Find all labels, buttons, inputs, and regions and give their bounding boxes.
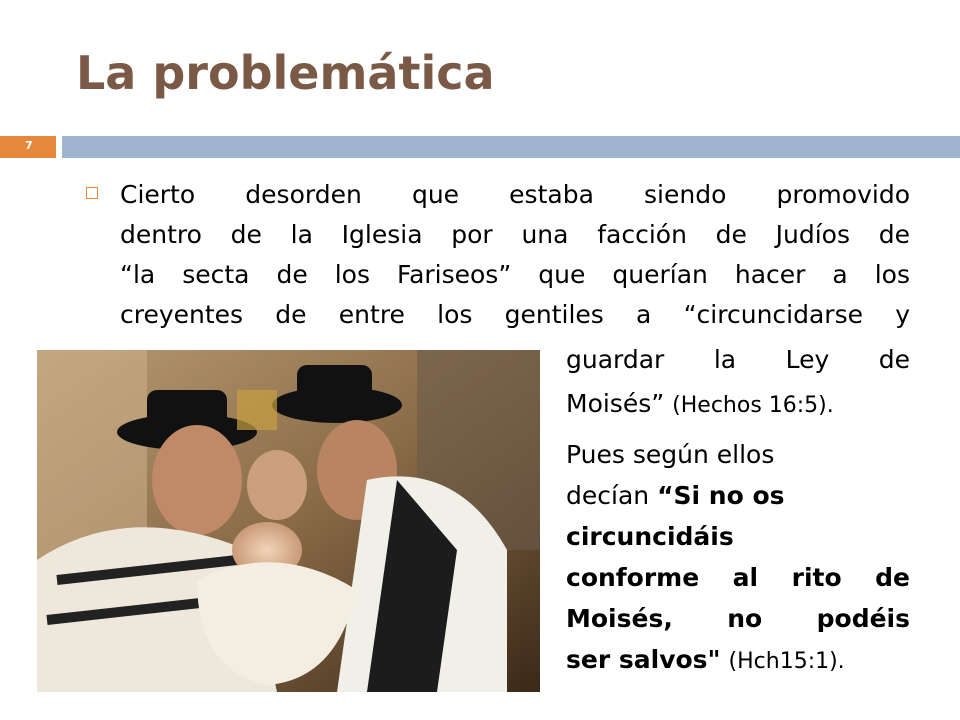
continuation-line-2 [566, 384, 910, 426]
quote-line-6 [566, 640, 910, 682]
bullet-line-4: creyentes de entre los gentiles a “circuncidarse y [120, 300, 910, 329]
quote-line-2 [566, 476, 910, 516]
quote-line-4: conforme al rito de [566, 563, 910, 592]
header-bar [62, 136, 960, 158]
quote-open: “Si no os [657, 481, 785, 510]
quote-decian: decían [566, 481, 650, 510]
hch-reference: (Hch15:1). [728, 649, 845, 674]
quote-line-5: Moisés, no podéis [566, 604, 910, 633]
continuation-moises: Moisés” [566, 389, 665, 418]
circumcision-ceremony-photo [37, 350, 540, 692]
quote-line-1: Pues según ellos [566, 440, 775, 469]
square-bullet-icon [86, 187, 98, 199]
quote-line-3: circuncidáis [566, 522, 734, 551]
continuation-line-1: guardar la Ley de [566, 345, 910, 374]
slide-title: La problemática [76, 46, 495, 100]
slide-number: 7 [25, 139, 33, 152]
hechos-reference: (Hechos 16:5). [672, 393, 834, 418]
bullet-line-1: Cierto desorden que estaba siendo promovido [120, 180, 910, 209]
photo-icon [37, 350, 540, 692]
bullet-line-2: dentro de la Iglesia por una facción de Judíos de [120, 220, 910, 249]
bullet-line-3: “la secta de los Fariseos” que querían hacer a los [120, 260, 910, 289]
quote-close: ser salvos" [566, 645, 721, 674]
